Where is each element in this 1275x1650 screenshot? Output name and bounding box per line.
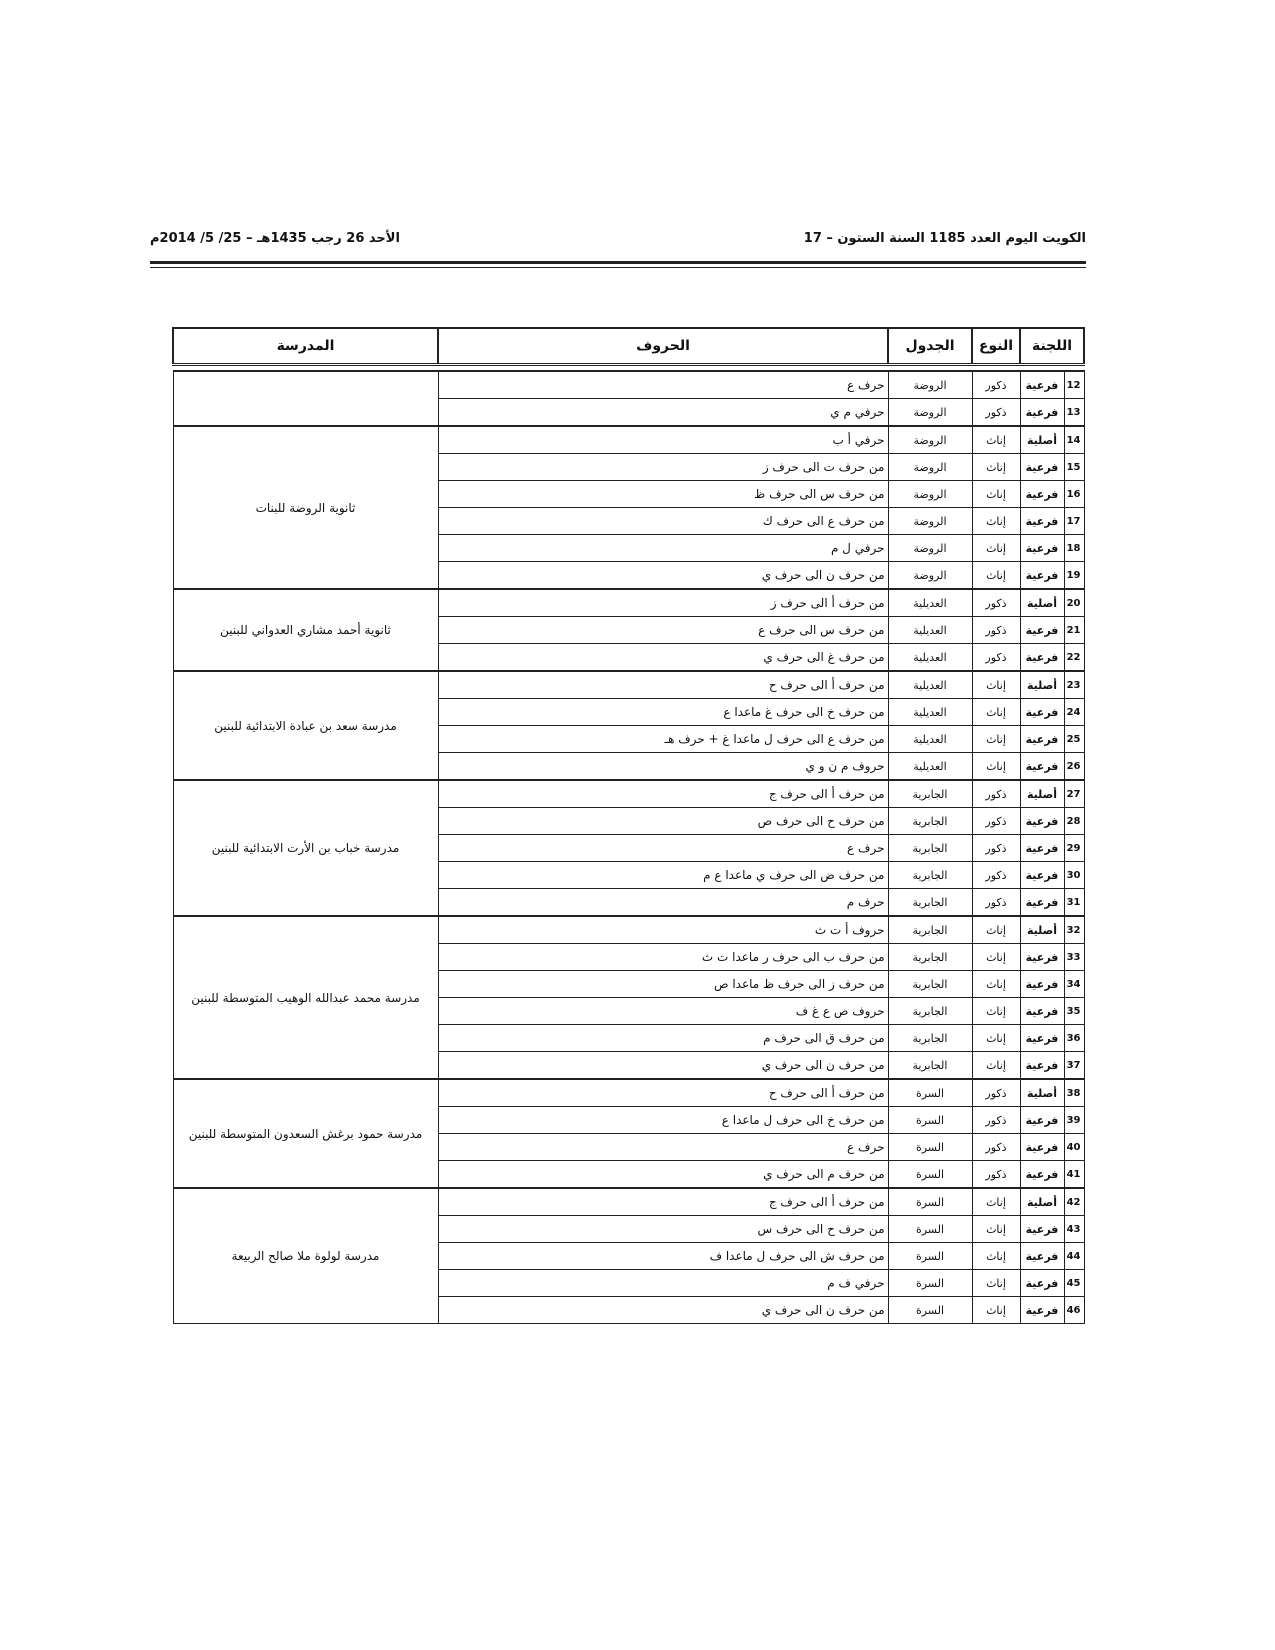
- schedule-area: السرة: [888, 1216, 972, 1243]
- committee-type: فرعية: [1020, 1270, 1064, 1297]
- gender-cell: إناث: [972, 535, 1020, 562]
- letters-range: من حرف ع الى حرف ك: [438, 508, 888, 535]
- schedule-area: الجابرية: [888, 889, 972, 917]
- gender-cell: إناث: [972, 699, 1020, 726]
- committee-number: 27: [1064, 780, 1084, 808]
- letters-range: من حرف ب الى حرف ر ماعدا ت ث: [438, 944, 888, 971]
- committee-number: 43: [1064, 1216, 1084, 1243]
- committee-number: 34: [1064, 971, 1084, 998]
- gender-cell: إناث: [972, 1188, 1020, 1216]
- table-row: [173, 371, 1084, 399]
- schedule-area: العديلية: [888, 617, 972, 644]
- letters-range: من حرف ت الى حرف ز: [438, 454, 888, 481]
- table-row: [173, 916, 1084, 944]
- schedule-area: العديلية: [888, 589, 972, 617]
- letters-range: من حرف ض الى حرف ي ماعدا ع م: [438, 862, 888, 889]
- committee-number: 40: [1064, 1134, 1084, 1161]
- schedule-area: العديلية: [888, 753, 972, 781]
- schedule-area: الروضة: [888, 371, 972, 399]
- committee-number: 33: [1064, 944, 1084, 971]
- school-name: مدرسة سعد بن عبادة الابتدائية للبنين: [173, 671, 438, 780]
- school-name: ثانوية الروضة للبنات: [173, 426, 438, 589]
- schedule-area: الجابرية: [888, 1052, 972, 1080]
- gender-cell: إناث: [972, 426, 1020, 454]
- committee-number: 46: [1064, 1297, 1084, 1324]
- letters-range: حرف م: [438, 889, 888, 917]
- committee-type: فرعية: [1020, 508, 1064, 535]
- schedule-area: الجابرية: [888, 862, 972, 889]
- letters-range: من حرف ن الى حرف ي: [438, 1297, 888, 1324]
- committee-number: 44: [1064, 1243, 1084, 1270]
- gender-cell: إناث: [972, 1052, 1020, 1080]
- schedule-area: الجابرية: [888, 916, 972, 944]
- schedule-area: الروضة: [888, 454, 972, 481]
- schedule-area: السرة: [888, 1079, 972, 1107]
- header-schedule: الجدول: [888, 328, 972, 365]
- letters-range: حرفي ف م: [438, 1270, 888, 1297]
- committee-type: أصلية: [1020, 426, 1064, 454]
- committee-number: 14: [1064, 426, 1084, 454]
- committee-number: 22: [1064, 644, 1084, 672]
- schedule-area: الروضة: [888, 426, 972, 454]
- table-row: [173, 1188, 1084, 1216]
- gender-cell: إناث: [972, 971, 1020, 998]
- letters-range: من حرف أ الى حرف ج: [438, 1188, 888, 1216]
- gender-cell: إناث: [972, 508, 1020, 535]
- school-name: مدرسة محمد عبدالله الوهيب المتوسطة للبنين: [173, 916, 438, 1079]
- header-gender: النوع: [972, 328, 1020, 365]
- gender-cell: ذكور: [972, 589, 1020, 617]
- letters-range: من حرف خ الى حرف ل ماعدا ع: [438, 1107, 888, 1134]
- committee-number: 29: [1064, 835, 1084, 862]
- gender-cell: إناث: [972, 481, 1020, 508]
- letters-range: من حرف ق الى حرف م: [438, 1025, 888, 1052]
- committee-number: 13: [1064, 399, 1084, 427]
- gender-cell: ذكور: [972, 1107, 1020, 1134]
- committee-number: 19: [1064, 562, 1084, 590]
- committee-number: 31: [1064, 889, 1084, 917]
- gender-cell: ذكور: [972, 780, 1020, 808]
- gender-cell: ذكور: [972, 644, 1020, 672]
- committee-number: 15: [1064, 454, 1084, 481]
- committee-number: 30: [1064, 862, 1084, 889]
- committee-type: فرعية: [1020, 481, 1064, 508]
- schedule-area: الجابرية: [888, 971, 972, 998]
- letters-range: من حرف أ الى حرف ح: [438, 671, 888, 699]
- committee-table: [172, 327, 1085, 1324]
- letters-range: حروف أ ت ث: [438, 916, 888, 944]
- committee-type: فرعية: [1020, 726, 1064, 753]
- committee-number: 42: [1064, 1188, 1084, 1216]
- schedule-area: الجابرية: [888, 835, 972, 862]
- committee-type: فرعية: [1020, 535, 1064, 562]
- committee-type: فرعية: [1020, 862, 1064, 889]
- committee-type: فرعية: [1020, 1297, 1064, 1324]
- gender-cell: إناث: [972, 916, 1020, 944]
- committee-type: فرعية: [1020, 1161, 1064, 1189]
- gender-cell: ذكور: [972, 1079, 1020, 1107]
- table-row: [173, 671, 1084, 699]
- committee-number: 39: [1064, 1107, 1084, 1134]
- letters-range: من حرف غ الى حرف ي: [438, 644, 888, 672]
- school-name: مدرسة خباب بن الأرت الابتدائية للبنين: [173, 780, 438, 916]
- gender-cell: إناث: [972, 1025, 1020, 1052]
- gender-cell: ذكور: [972, 835, 1020, 862]
- committee-number: 32: [1064, 916, 1084, 944]
- gender-cell: إناث: [972, 998, 1020, 1025]
- committee-type: أصلية: [1020, 916, 1064, 944]
- committee-type: فرعية: [1020, 399, 1064, 427]
- gender-cell: إناث: [972, 1216, 1020, 1243]
- committee-type: أصلية: [1020, 671, 1064, 699]
- gender-cell: ذكور: [972, 617, 1020, 644]
- schedule-area: السرة: [888, 1107, 972, 1134]
- schedule-area: الجابرية: [888, 1025, 972, 1052]
- gender-cell: ذكور: [972, 399, 1020, 427]
- header-rule-thick: [150, 261, 1086, 264]
- header-committee: اللجنة: [1020, 328, 1084, 365]
- committee-number: 26: [1064, 753, 1084, 781]
- schedule-area: الجابرية: [888, 808, 972, 835]
- schedule-area: الروضة: [888, 562, 972, 590]
- school-name: مدرسة لولوة ملا صالح الربيعة: [173, 1188, 438, 1324]
- gender-cell: ذكور: [972, 1161, 1020, 1189]
- committee-type: فرعية: [1020, 889, 1064, 917]
- letters-range: من حرف ن الى حرف ي: [438, 562, 888, 590]
- school-name: ثانوية أحمد مشاري العدواني للبنين: [173, 589, 438, 671]
- gender-cell: إناث: [972, 454, 1020, 481]
- committee-type: فرعية: [1020, 562, 1064, 590]
- gender-cell: إناث: [972, 1297, 1020, 1324]
- committee-type: فرعية: [1020, 1243, 1064, 1270]
- letters-range: حرفي ل م: [438, 535, 888, 562]
- letters-range: من حرف ن الى حرف ي: [438, 1052, 888, 1080]
- committee-type: فرعية: [1020, 644, 1064, 672]
- schedule-area: العديلية: [888, 644, 972, 672]
- committee-type: فرعية: [1020, 808, 1064, 835]
- committee-type: أصلية: [1020, 589, 1064, 617]
- gender-cell: إناث: [972, 1243, 1020, 1270]
- committee-type: فرعية: [1020, 617, 1064, 644]
- committee-number: 36: [1064, 1025, 1084, 1052]
- committee-number: 23: [1064, 671, 1084, 699]
- letters-range: حرفي أ ب: [438, 426, 888, 454]
- table-row: [173, 780, 1084, 808]
- committee-number: 37: [1064, 1052, 1084, 1080]
- committee-type: أصلية: [1020, 1079, 1064, 1107]
- schedule-area: السرة: [888, 1270, 972, 1297]
- schedule-area: الروضة: [888, 481, 972, 508]
- table-header-row: [173, 328, 1084, 365]
- schedule-area: السرة: [888, 1161, 972, 1189]
- header-rule-thin: [150, 267, 1086, 268]
- letters-range: من حرف خ الى حرف غ ماعدا ع: [438, 699, 888, 726]
- committee-type: فرعية: [1020, 1052, 1064, 1080]
- letters-range: من حرف أ الى حرف ح: [438, 1079, 888, 1107]
- committee-type: أصلية: [1020, 780, 1064, 808]
- gender-cell: إناث: [972, 671, 1020, 699]
- gender-cell: ذكور: [972, 1134, 1020, 1161]
- letters-range: من حرف أ الى حرف ج: [438, 780, 888, 808]
- committee-number: 45: [1064, 1270, 1084, 1297]
- gender-cell: إناث: [972, 753, 1020, 781]
- letters-range: من حرف أ الى حرف ز: [438, 589, 888, 617]
- table-body: [173, 365, 1084, 1324]
- committee-number: 17: [1064, 508, 1084, 535]
- table-row: [173, 589, 1084, 617]
- committee-type: فرعية: [1020, 753, 1064, 781]
- running-head-issue: الكويت اليوم العدد 1185 السنة الستون – 17: [803, 231, 1086, 246]
- letters-range: حروف م ن و ي: [438, 753, 888, 781]
- schedule-area: العديلية: [888, 726, 972, 753]
- schedule-area: السرة: [888, 1134, 972, 1161]
- committee-type: فرعية: [1020, 1216, 1064, 1243]
- committee-number: 38: [1064, 1079, 1084, 1107]
- gender-cell: إناث: [972, 726, 1020, 753]
- committee-type: أصلية: [1020, 1188, 1064, 1216]
- committee-type: فرعية: [1020, 1107, 1064, 1134]
- committee-number: 24: [1064, 699, 1084, 726]
- running-head: [150, 224, 1086, 254]
- letters-range: من حرف ح الى حرف س: [438, 1216, 888, 1243]
- gender-cell: ذكور: [972, 889, 1020, 917]
- committee-number: 41: [1064, 1161, 1084, 1189]
- schedule-area: الجابرية: [888, 998, 972, 1025]
- committee-number: 16: [1064, 481, 1084, 508]
- committee-type: فرعية: [1020, 371, 1064, 399]
- committee-number: 25: [1064, 726, 1084, 753]
- committee-number: 12: [1064, 371, 1084, 399]
- gender-cell: ذكور: [972, 371, 1020, 399]
- committee-number: 28: [1064, 808, 1084, 835]
- table-row: [173, 426, 1084, 454]
- gender-cell: ذكور: [972, 808, 1020, 835]
- running-head-date: الأحد 26 رجب 1435هـ – 25/ 5/ 2014م: [150, 231, 400, 246]
- letters-range: من حرف ع الى حرف ل ماعدا غ + حرف هـ: [438, 726, 888, 753]
- committee-number: 20: [1064, 589, 1084, 617]
- letters-range: من حرف ز الى حرف ظ ماعدا ص: [438, 971, 888, 998]
- school-name: مدرسة حمود برغش السعدون المتوسطة للبنين: [173, 1079, 438, 1188]
- committee-type: فرعية: [1020, 944, 1064, 971]
- letters-range: من حرف م الى حرف ي: [438, 1161, 888, 1189]
- letters-range: حرفي م ي: [438, 399, 888, 427]
- letters-range: حروف ص ع غ ف: [438, 998, 888, 1025]
- schedule-area: السرة: [888, 1243, 972, 1270]
- schedule-area: العديلية: [888, 671, 972, 699]
- gender-cell: إناث: [972, 562, 1020, 590]
- letters-range: حرف ع: [438, 835, 888, 862]
- letters-range: من حرف ش الى حرف ل ماعدا ف: [438, 1243, 888, 1270]
- letters-range: من حرف ح الى حرف ص: [438, 808, 888, 835]
- schedule-area: الروضة: [888, 535, 972, 562]
- committee-type: فرعية: [1020, 835, 1064, 862]
- committee-type: فرعية: [1020, 454, 1064, 481]
- committee-number: 21: [1064, 617, 1084, 644]
- schedule-area: الروضة: [888, 399, 972, 427]
- committee-type: فرعية: [1020, 971, 1064, 998]
- committee-number: 35: [1064, 998, 1084, 1025]
- committee-number: 18: [1064, 535, 1084, 562]
- school-name: [173, 371, 438, 426]
- gender-cell: إناث: [972, 944, 1020, 971]
- schedule-area: السرة: [888, 1297, 972, 1324]
- letters-range: حرف ع: [438, 371, 888, 399]
- header-school: المدرسة: [173, 328, 438, 365]
- gender-cell: إناث: [972, 1270, 1020, 1297]
- table-row: [173, 1079, 1084, 1107]
- schedule-area: الروضة: [888, 508, 972, 535]
- committee-type: فرعية: [1020, 699, 1064, 726]
- letters-range: حرف ع: [438, 1134, 888, 1161]
- schedule-area: السرة: [888, 1188, 972, 1216]
- letters-range: من حرف س الى حرف ع: [438, 617, 888, 644]
- schedule-area: العديلية: [888, 699, 972, 726]
- schedule-area: الجابرية: [888, 780, 972, 808]
- header-letters: الحروف: [438, 328, 888, 365]
- letters-range: من حرف س الى حرف ظ: [438, 481, 888, 508]
- committee-type: فرعية: [1020, 1134, 1064, 1161]
- committee-type: فرعية: [1020, 1025, 1064, 1052]
- gender-cell: ذكور: [972, 862, 1020, 889]
- schedule-area: الجابرية: [888, 944, 972, 971]
- committee-type: فرعية: [1020, 998, 1064, 1025]
